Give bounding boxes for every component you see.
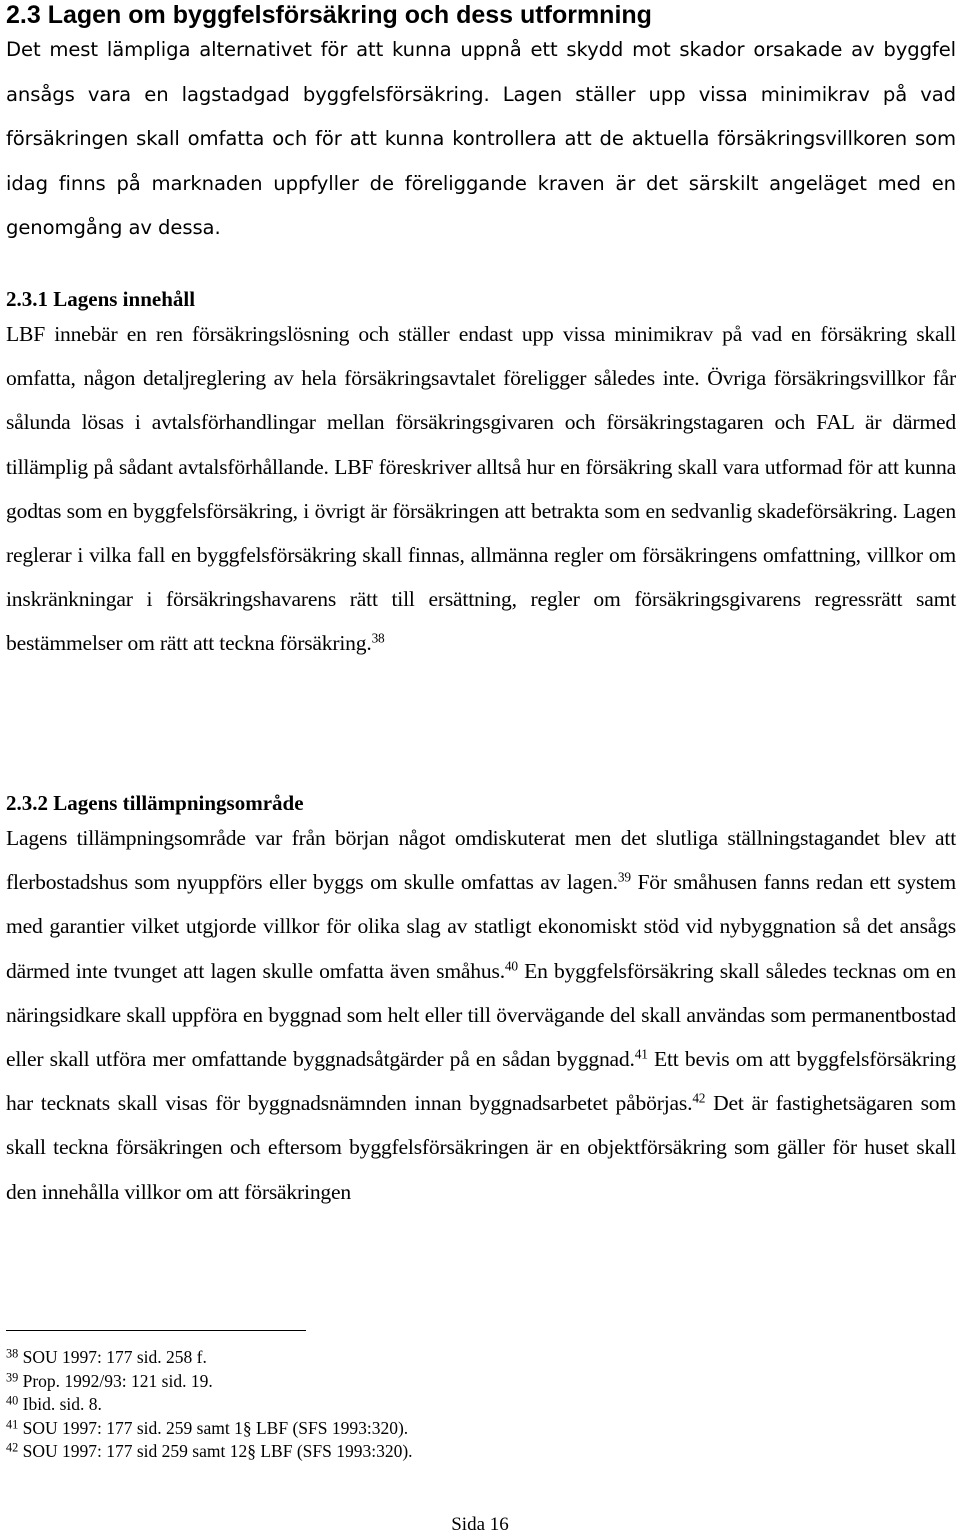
footnote-text: SOU 1997: 177 sid. 259 samt 1§ LBF (SFS 1993:320). bbox=[22, 1417, 409, 1438]
footnote-number: 41 bbox=[6, 1417, 19, 1432]
subsection-heading-innehall: 2.3.1 Lagens innehåll bbox=[6, 287, 196, 311]
subsection-heading-tillampning: 2.3.2 Lagens tillämpningsområde bbox=[6, 791, 304, 815]
footnote-text: Ibid. sid. 8. bbox=[22, 1394, 102, 1415]
footnote-39 bbox=[6, 1370, 413, 1394]
innehall-paragraph bbox=[6, 312, 956, 666]
footnote-38 bbox=[6, 1346, 413, 1370]
footnote-ref-40: 40 bbox=[504, 958, 518, 974]
footnote-41 bbox=[6, 1417, 413, 1441]
footnote-text: SOU 1997: 177 sid 259 samt 12§ LBF (SFS 1993:320). bbox=[22, 1441, 413, 1462]
innehall-text: LBF innebär en ren försäkringslösning och ställer endast upp vissa minimikrav på vad en försäkring skall omfatta, någon detaljreglering av hela försäkringsavtalet föreligger således inte. Övriga försäkringsvillkor får sålunda lösas i avtalsförhandlingar mellan försäkringsgivaren och försäkringstagaren och FAL är därmed tillämplig på sådant avtalsförhållande. LBF föreskriver alltså hur en försäkring skall vara utformad för att kunna godtas som en byggfelsförsäkring, i övrigt är försäkringen att betrakta som en sedvanlig skadeförsäkring. Lagen reglerar i vilka fall en byggfelsförsäkring skall finnas, allmänna regler om försäkringens omfattning, villkor om inskränkningar i försäkringshavarens rätt till ersättning, regler om försäkringsgivarens regressrätt samt bestämmelser om rätt att teckna försäkring. bbox=[6, 322, 956, 656]
section-heading: 2.3 Lagen om byggfelsförsäkring och dess utformning bbox=[6, 1, 652, 29]
footnote-ref-41: 41 bbox=[634, 1046, 648, 1062]
footnote-number: 38 bbox=[6, 1346, 19, 1361]
footnote-number: 40 bbox=[6, 1393, 19, 1408]
footnote-ref-38: 38 bbox=[371, 631, 385, 647]
tillampning-text-3: En byggfelsförsäkring skall således tecknas om en näringsidkare skall uppföra en byggnad som helt eller till övervägande del skall användas som permanentbostad eller skall utföra mer omfattande byggnadsåtgärder på en sådan byggnad. bbox=[6, 958, 956, 1072]
tillampning-text-2: För småhusen fanns redan ett system med garantier vilket utgjorde villkor för olika slag av statligt ekonomiskt stöd vid nybyggnation så det ansågs därmed inte tvunget att lagen skulle omfatta även småhus. bbox=[6, 870, 956, 983]
footnote-40 bbox=[6, 1393, 413, 1417]
page-number: Sida 16 bbox=[451, 1514, 509, 1535]
footnote-text: SOU 1997: 177 sid. 258 f. bbox=[22, 1347, 207, 1367]
footnote-ref-42: 42 bbox=[692, 1090, 706, 1106]
footnote-separator bbox=[6, 1330, 306, 1331]
tillampning-text-5: Det är fastighetsägaren som skall teckna försäkringen och eftersom byggfelsförsäkringen är en objektförsäkring som gäller för huset skall den innehålla villkor om att försäkringen bbox=[6, 1091, 956, 1204]
footnote-number: 39 bbox=[6, 1370, 19, 1385]
tillampning-text-1: Lagens tillämpningsområde var från början något omdiskuterat men det slutliga ställningstagandet blev att flerbostadshus som nyuppförs eller byggs om skulle omfattas av lagen. bbox=[6, 826, 956, 895]
footnote-ref-39: 39 bbox=[617, 869, 631, 885]
footnote-42 bbox=[6, 1440, 413, 1464]
tillampning-text-4: Ett bevis om att byggfelsförsäkring har tecknats skall visas för byggnadsnämnden innan byggnadsarbetet påbörjas. bbox=[6, 1047, 956, 1116]
footnote-number: 42 bbox=[6, 1440, 19, 1455]
footnotes bbox=[6, 1346, 413, 1464]
section-intro-paragraph: Det mest lämpliga alternativet för att kunna uppnå ett skydd mot skador orsakade av byggfel ansågs vara en lagstadgad byggfelsförsäkring. Lagen ställer upp vissa minimikrav på vad försäkringen skall omfatta och för att kunna kontrollera att de aktuella försäkringsvillkoren som idag finns på marknaden uppfyller de föreliggande kraven är det särskilt angeläget med en genomgång av dessa. bbox=[6, 38, 956, 239]
tillampning-paragraph bbox=[6, 816, 956, 1214]
footnote-text: Prop. 1992/93: 121 sid. 19. bbox=[22, 1370, 213, 1391]
